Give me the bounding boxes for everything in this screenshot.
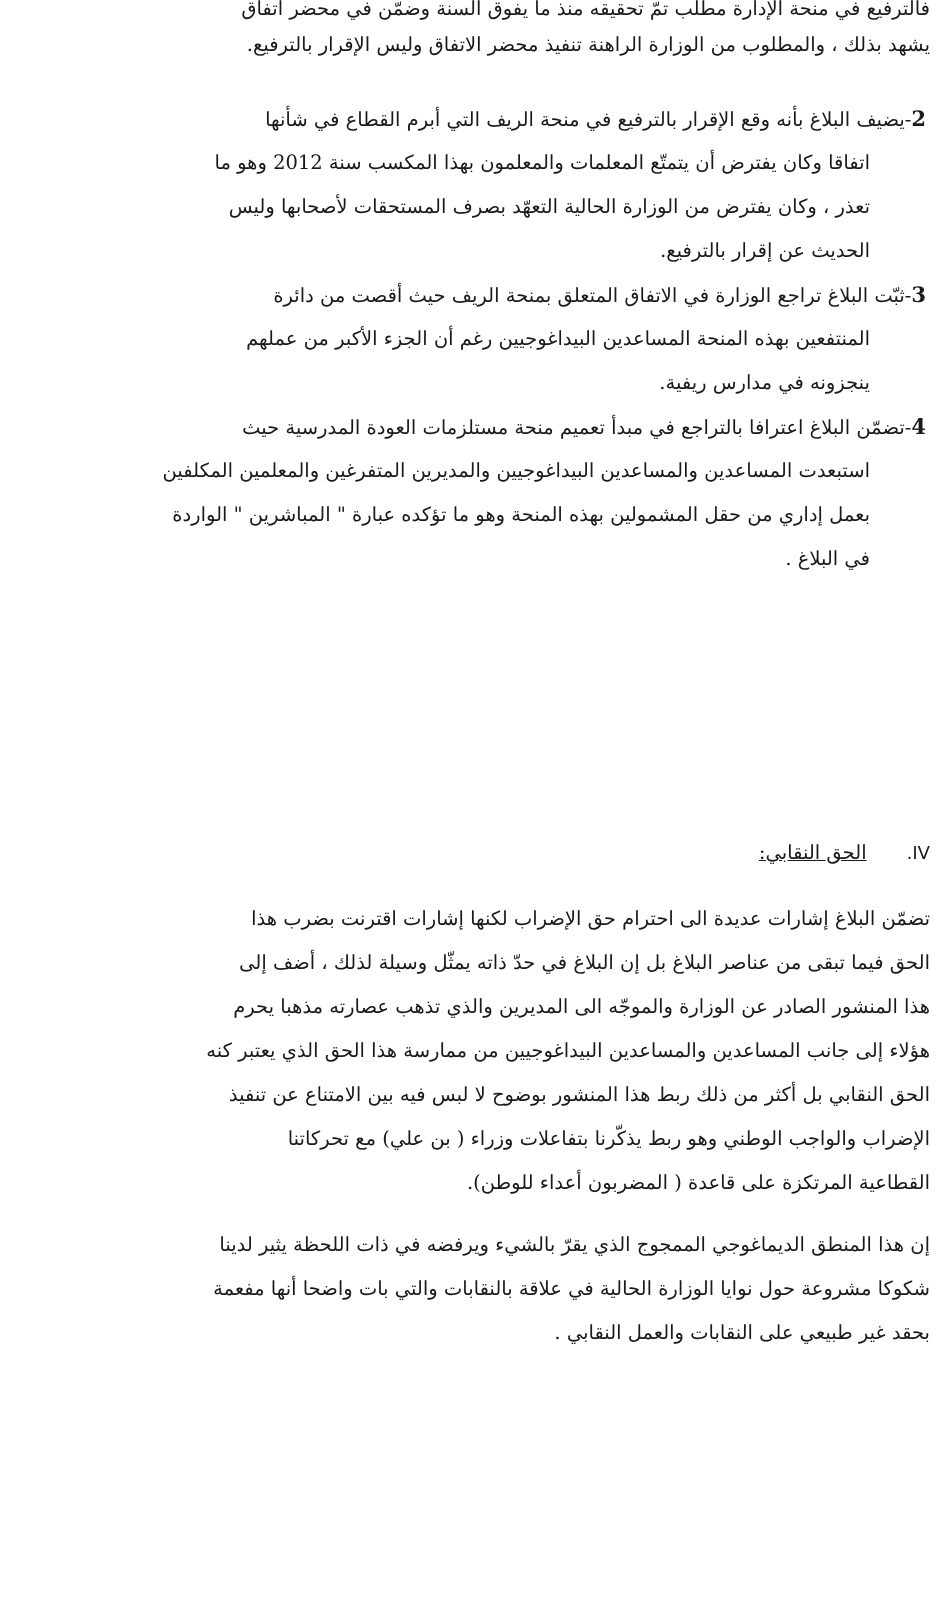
text-line: القطاعية المرتكزة على قاعدة ( المضربون أعداء للوطن). <box>466 1171 930 1194</box>
text-line: ينجزونه في مدارس ريفية. <box>659 371 870 394</box>
text-line: إن هذا المنطق الديماغوجي الممجوج الذي يقرّ بالشيء ويرفضه في ذات اللحظة يثير لدينا <box>219 1233 930 1256</box>
text-line: الحق فيما تبقى من عناصر البلاغ بل إن البلاغ في حدّ ذاته يمثّل وسيلة لذلك ، أضف إلى <box>239 951 930 974</box>
list-item-first-line <box>265 104 926 135</box>
text-line: تعذر ، وكان يفترض من الوزارة الحالية التعهّد بصرف المستحقات لأصحابها وليس <box>228 195 870 218</box>
text-line: استبعدت المساعدين والمساعدين البيداغوجيين والمديرين المتفرغين والمعلمين المكلفين <box>162 459 870 482</box>
text-line: تضمّن البلاغ إشارات عديدة الى احترام حق الإضراب لكنها إشارات اقترنت بضرب هذا <box>251 907 930 930</box>
text-line: يشهد بذلك ، والمطلوب من الوزارة الراهنة تنفيذ محضر الاتفاق وليس الإقرار بالترفيع. <box>246 33 930 56</box>
list-item-first-line <box>273 280 926 311</box>
list-item-number: 4 <box>911 414 926 439</box>
list-item-text: -ثبّت البلاغ تراجع الوزارة في الاتفاق المتعلق بمنحة الريف حيث أقصت من دائرة <box>273 284 912 307</box>
text-line: فالترفيع في منحة الإدارة مطلب تمّ تحقيقه منذ ما يفوق السنة وضمّن في محضر اتفاق <box>241 0 930 20</box>
list-item-number: 2 <box>911 106 926 131</box>
section-title: الحق النقابي: <box>758 841 867 864</box>
list-item-text: -تضمّن البلاغ اعترافا بالتراجع في مبدأ تعميم منحة مستلزمات العودة المدرسية حيث <box>242 416 912 439</box>
text-line: في البلاغ . <box>785 547 870 570</box>
text-line: الإضراب والواجب الوطني وهو ربط يذكّرنا بتفاعلات وزراء ( بن علي) مع تحركاتنا <box>287 1127 930 1150</box>
text-line: اتفاقا وكان يفترض أن يتمتّع المعلمات والمعلمون بهذا المكسب سنة 2012 وهو ما <box>214 151 870 174</box>
text-line: شكوكا مشروعة حول نوايا الوزارة الحالية في علاقة بالنقابات والتي بات واضحا أنها مفعمة <box>213 1277 930 1300</box>
text-line: الحق النقابي بل أكثر من ذلك ربط هذا المنشور بوضوح لا لبس فيه بين الامتناع عن تنفيذ <box>228 1083 930 1106</box>
section-roman-numeral: IV. <box>906 843 930 864</box>
text-line: المنتفعين بهذه المنحة المساعدين البيداغوجيين رغم أن الجزء الأكبر من عملهم <box>246 327 870 350</box>
section-heading <box>759 838 930 869</box>
list-item-number: 3 <box>911 282 926 307</box>
text-line: الحديث عن إقرار بالترفيع. <box>660 239 870 262</box>
text-line: بحقد غير طبيعي على النقابات والعمل النقابي . <box>554 1321 930 1344</box>
text-line: بعمل إداري من حقل المشمولين بهذه المنحة وهو ما تؤكده عبارة " المباشرين " الواردة <box>172 503 870 526</box>
list-item-first-line <box>242 412 926 443</box>
text-line: هذا المنشور الصادر عن الوزارة والموجّه الى المديرين والذي تذهب عصارته مذهبا يحرم <box>233 995 930 1018</box>
list-item-text: -يضيف البلاغ بأنه وقع الإقرار بالترفيع في منحة الريف التي أبرم القطاع في شأنها <box>265 108 912 131</box>
text-line: هؤلاء إلى جانب المساعدين والمساعدين البيداغوجيين من ممارسة هذا الحق الذي يعتبر كنه <box>206 1039 930 1062</box>
